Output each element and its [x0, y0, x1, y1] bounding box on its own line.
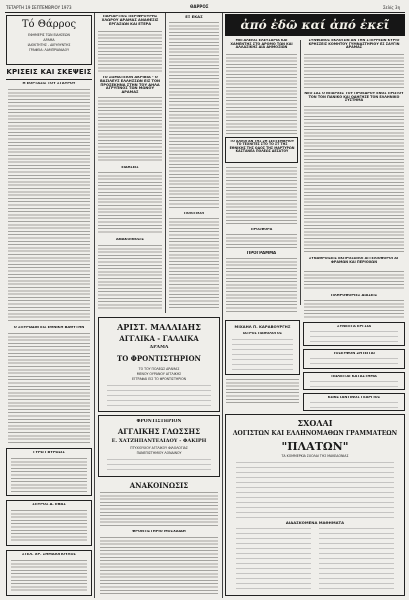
col2-body-2 [98, 97, 162, 163]
small-ad-2 [303, 349, 405, 369]
ad-platon-section: ΔΙΔΑΣΚΟΜΕΝΑ ΜΑΘΗΜΑΤΑ [285, 521, 345, 525]
column-rule-3 [222, 13, 223, 598]
ad-english-top: ΦΡΟΝΤΙΣΤΗΡΙΟΝ [136, 419, 182, 424]
ad-mallidis-body [107, 385, 211, 407]
ad-platon-body-1 [236, 462, 394, 518]
ad-mallidis-city: ΔΡΑΜΑ [149, 345, 169, 350]
small-ad-2-title: ΤΟΣΕΥΦΟΝ ΖΗΤΕΙΤΑΙ [333, 352, 375, 355]
article2-title: Ο ΣΠΥΡΙΔΩΝ ΕΙΣ ΕΘΝΙΚΗ ΒΑΘΥΤΗΝ [13, 326, 85, 329]
ad-platon-list-2 [319, 528, 394, 590]
col3-body-1 [169, 22, 219, 208]
right-body-5 [304, 54, 404, 88]
left-box-2 [6, 500, 92, 546]
ad-doctor [225, 320, 300, 375]
column-rule-1 [94, 13, 95, 598]
ad-english-teacher: Ε. ΧΑΤΖΗΠΑΝΤΕΛΙΔΟΥ - ΦΑΚΙΡΗ [111, 438, 207, 444]
masthead-line-2: ΔΡΑΜΑ [43, 38, 55, 42]
running-head-title: ΘΑΡΡΟΣ [190, 4, 209, 9]
ad-platon [225, 414, 405, 596]
ad-mallidis-line-2: ΜΕΝΟΥ ΟΥΡΑΝΟΥ ΑΓΓΛΙΚΗΣ [136, 372, 182, 376]
masthead-line-4: ΓΡΑΦΕΙΑ: ΛΑΜΠΡΙΑΝΙΔΟΥ [28, 48, 70, 52]
running-head-date: ΤΕΤΑΡΤΗ 19 ΣΕΠΤΕΜΒΡΙΟΥ 1973 [6, 5, 72, 10]
right-notice-text: ΤΟ ΑΛΛΟΓΑΝ ΤΗΣ 2Η ΣΕΠΤΕΜΒΡΙΟΥ ΤΟ ΤΕΧΝΙΤΕΣ ΣΤΟ ΤΟ ΣΤ ΤΗΣ ΕΘΝΙΚΗΣ ΤΗΣ ΟΔΟΣ ΤΗΣ ΜΑΡΤΥΡΩΝ ΚΑΣΤΑΝΕΑ ΠΟΛΕΩΣ ΔΕΣΑΤΟΥ [229, 140, 295, 154]
ad-platon-name: "ΠΛΑΤΩΝ" [281, 440, 349, 453]
right-body-4 [226, 258, 297, 314]
left-box-2-title: ΣΠΥΡΟΣ Δ. ΕΦΑΣ [32, 503, 66, 506]
small-ad-3-title: ΠΩΛΕΙΤΑΙ ΚΑΤΑΣΤΗΜΑ [331, 375, 377, 378]
anakoinoseis-title: ΑΝΑΚΟΙΝΩΣΙΣ [129, 481, 189, 490]
col2-label-2: ΑΝΑΚΟΙΝΟΣΙΣ [115, 238, 145, 241]
section-title: ΚΡΙΣΕΙΣ ΚΑΙ ΣΚΕΨΕΙΣ [6, 69, 92, 76]
article1-title: Η ΕΟΡΤΑΣΙΣ ΤΟΥ ΣΤΑΥΡΟΥ [22, 82, 76, 85]
ad-doctor-name: ΜΙΧΑΗΛ Π. ΚΑΡΑΒΟΥΡΓΗΣ [234, 325, 291, 329]
right-sub-heading: ΠΛΗΡΟΦΟΡΙΕΣ ΔΙΑΣΕΙΣ [330, 294, 378, 297]
ad-mallidis-name: ΑΡΙΣΤ. ΜΑΛΛΙΔΗΣ [117, 322, 201, 332]
ad-mallidis-line-3: ΕΓΓΡΑΦΑΙ ΕΙΣ ΤΟ ΦΡΟΝΤΙΣΤΗΡΙΟΝ [131, 377, 187, 381]
right-body-6 [304, 106, 404, 254]
right-body-3 [226, 234, 297, 248]
right-label-b: ΠΡΟΓΡΑΜΜΑ [246, 251, 277, 255]
col3-label: ΕΞ ΕΚΑΣ [185, 15, 203, 19]
article2-body [8, 333, 90, 443]
mid-right-body [226, 379, 299, 403]
col3-body-2 [169, 218, 219, 310]
col2-body-1 [98, 31, 162, 73]
anakoinoseis-body-2 [100, 537, 218, 595]
right-heading-3: ΝΕΟ ΣΑΣ Ο ΝΠΑΡΧΕΣ ΤΟΥ ΠΡΟΕΔΡΟΥ ΕΝΟΣ ΠΡΩΤΟΥ ΤΟΝ ΤΟΝ ΠΑΝΙΚΟ ΚΑΙ ΟΔΗΓΗΣΕ ΤΟΝ ΕΛΛΗΝΙΚΟ ΣΥΣΤΗΜΑ [304, 92, 404, 103]
right-label-a: ΠΡΟΣΦΟΡΑ [250, 228, 273, 231]
right-body-7 [304, 271, 404, 291]
ad-mallidis [98, 317, 220, 412]
masthead-title: Τό Θάρρος [21, 19, 77, 30]
ad-mallidis-school: ΤΟ ΦΡΟΝΤΙΣΤΗΡΙΟΝ [117, 354, 201, 363]
right-body-8 [304, 300, 404, 318]
left-box-2-body [11, 510, 87, 542]
ad-doctor-role: ΙΑΤΡΟΣ ΠΑΘΟΛΟΓΟΣ [242, 332, 283, 335]
right-body-1 [226, 54, 297, 134]
right-banner: ἀπό ἐδῶ καί ἀπό ἐκεῖ [225, 14, 405, 36]
masthead-box [6, 15, 92, 65]
running-head-page: Σελίς 3η [383, 5, 401, 10]
left-box-3 [6, 550, 92, 596]
col2-body-4 [98, 245, 162, 309]
masthead-line-1: ΕΦΗΜΕΡΙΣ ΤΩΝ ΕΙΔΗΣΕΩΝ [28, 33, 70, 37]
small-ad-4 [303, 393, 405, 411]
col2-notice: ΤΟ ΣΩΜΑΤΕΙΟΝ ΑΚΡΙΒΙΑ - Ο ΒΑΣΙΛΕΥΣ ΕΛΛΗΣΣΩΝ ΕΙΣ ΤΟΝ ΠΡΟΣΕΚΗΝΑ ΣΤΗΝ ΤΟΥ ΔΗΛΑ ΑΓΡΥΠΝΟΣ ΤΩΝ ΜΩΝΟΥ ΔΡΑΜΑΣ [99, 76, 161, 95]
right-heading-2: ΣΥΝΦΩΝΟΣ ΕΚΛΟΓΩΝ ΑΝ ΤΗΝ ΣΤΕΡΡΕΩΝ ΚΥΡΙΟ ΚΡΗΣΣΕΙΣ ΚΟΜΗΤΟΥ ΓΥΜΝΑΣΤΗΡΙΟΥ ΕΣ ΣΑΥΓΙΝ ΔΡΑΜΑΣ [308, 39, 400, 50]
left-box-3-title: ΣΤΕΛ. ΧΡ. ΣΗΜΑΙΟΠΟΥΛΟΣ [22, 553, 76, 556]
masthead-line-3: ΙΔΙΟΚΤΗΤΗΣ - ΔΙΕΥΘΥΝΤΗΣ [27, 43, 71, 47]
left-box-3-body [11, 560, 87, 592]
ad-doctor-body [232, 339, 293, 371]
ad-platon-sub: ΤΑ ΚΟΜΜΕΡΚΙΑ ΣΧΟΛΑΙ ΤΗΣ ΜΑΚΕΔΟΝΙΑΣ [281, 454, 349, 458]
column-rule-2 [165, 13, 166, 313]
ad-english [98, 415, 220, 477]
small-ad-1 [303, 322, 405, 346]
right-heading-4: ΣΥΝΑΘΡΟΙΣΕΙΣ ΕΚΠΡΟΣΩΠΟΙ ΑΓΓΕΛΙΟΦΟΡΟΙ ΑΓ ΦΡΑΜΩΝ ΚΑΙ ΠΕΡΙΟΧΩΝ [308, 257, 400, 264]
anakoinoseis-sub: ΦΡΟΝΤΙΣΤΗΡΙΟ ΜΟΣΧΑΪΔΗ [132, 530, 186, 533]
small-ad-2-body [310, 358, 398, 367]
right-notice-box [225, 137, 298, 163]
article1-body [8, 89, 90, 321]
left-box-1 [6, 448, 92, 496]
right-body-2 [226, 167, 297, 225]
section-rule [6, 79, 92, 80]
ad-mallidis-line-1: ΤΟ ΤΟΥ ΠΟΛΕΩΣ ΔΡΑΜΑΣ [138, 367, 180, 371]
left-box-1-title: ΓΥΡΩ Ι ΒΥΡΩΣΙΣ [33, 451, 65, 454]
ad-mallidis-subject: ΑΓΓΛΙΚΑ - ΓΑΛΛΙΚΑ [119, 334, 199, 343]
col2-body-3 [98, 172, 162, 234]
ad-platon-list-1 [236, 528, 311, 590]
top-rule [5, 12, 405, 13]
col2-label-1: ΕΙΔΗΣΕΙΣ [121, 166, 139, 169]
col3-sub: ΠΟΛΙΤΙΚΟΙ [184, 212, 204, 215]
small-ad-3-body [310, 381, 398, 388]
small-ad-4-body [310, 402, 398, 409]
col2-headline: ΠΑΡΙΑΡΤΙΟΣ ΠΕΡΙΦΡΟΥΡΗΣ ΧΛΩΡΟΥ ΔΡΑΜΑΣ ΑΝΑΘΕΣΙΣ ΕΡΓΑΣΙΩΝ ΚΑΙ ΕΤΕΡΑ [101, 15, 159, 26]
ad-platon-line2: ΛΟΓΙΣΤΩΝ ΚΑΙ ΕΛΛΗΝΟΜΑΘΩΝ ΓΡΑΜΜΑΤΕΩΝ [232, 430, 398, 437]
column-rule-4 [300, 40, 301, 305]
ad-english-body [107, 459, 211, 473]
small-ad-1-title: ΣΥΝΕΠΤΑ ΕΡΓΣΙΑ [337, 325, 371, 328]
ad-platon-top: ΣΧΟΛΑΙ [297, 418, 333, 428]
ad-english-title: ΑΓΓΛΙΚΗΣ ΓΛΩΣΣΗΣ [117, 427, 201, 436]
small-ad-3 [303, 372, 405, 390]
small-ad-1-body [310, 331, 398, 344]
left-box-1-body [11, 458, 87, 492]
ad-english-line-1: ΠΤΥΧΙΟΥΧΟΥ ΑΓΓΛΙΚΟΥ ΦΙΛΟΛΟΓΙΑΣ [130, 446, 188, 450]
right-heading-1: ΜΕΓΑΛΕΙΟΣ ΕΛΕΥΣΑΡΙΑ ΚΑΙ ΧΑΜΕΝΤΗΣ ΣΤΟ ΔΡΟΜΟ ΤΩΝ ΚΑΙ ΑΛΛΑΣΙΚΗΣ ΔΙΑ ΔΗΜΟΣΙΩΝ [230, 39, 293, 50]
small-ad-4-title: ΚΩΝΣΤΑΝΤΙΝΟΣ ΓΕΑΡΓΙΟΣ [327, 396, 381, 399]
anakoinoseis-body [100, 492, 218, 526]
ad-english-line-2: ΠΑΝΕΠΙΣΤΗΜΙΟΥ ΛΟΝΔΙΝΟΥ [136, 451, 182, 455]
